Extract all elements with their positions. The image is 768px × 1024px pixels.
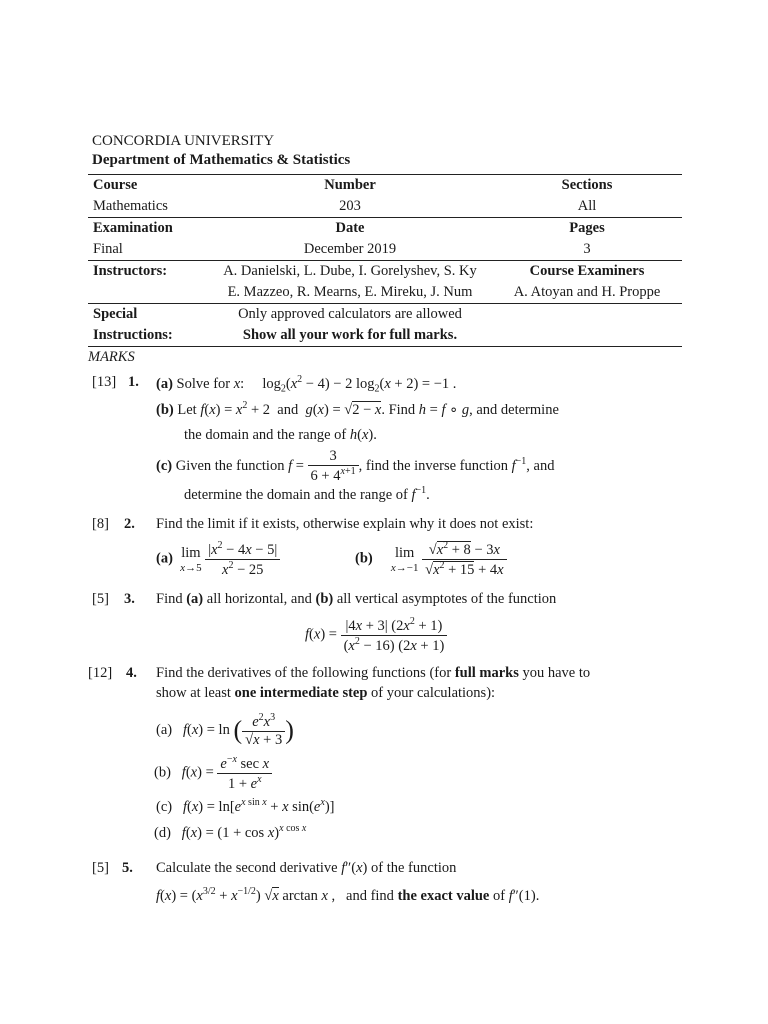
q1a: (a) Solve for x: $\log_2(x^2 - 4) - 2$ $\log_2(x + 2) = -1$ .: [156, 374, 457, 395]
q1c-line2: determine the domain and the range of $f^{-1}$.: [184, 485, 430, 503]
exam-value: Final: [93, 241, 123, 257]
q4c: (c) $f(x) = \ln[e^{x sin x} + x$ $\sin(e^x)$]: [156, 797, 335, 815]
col-course: Course: [88, 175, 208, 197]
department-name: Department of Mathematics & Statistics: [92, 152, 351, 168]
special-line1: Only approved calculators are allowed: [208, 304, 492, 326]
q4d: (d) $f(x) = (1 + \cos x)^{x cos x}$: [154, 823, 307, 841]
q2-number: 2.: [124, 516, 135, 532]
examiners-value: A. Atoyan and H. Proppe: [513, 284, 661, 300]
sections-value: All: [577, 198, 597, 214]
q1b: (b) Let $f(x) = x^2 + 2$ and g(x) = √2 − x. Find h = f ∘ g, and determine: [156, 400, 559, 418]
university-name: CONCORDIA UNIVERSITY: [92, 133, 275, 149]
col-number: Number: [208, 175, 492, 197]
pages-value: 3: [583, 241, 591, 257]
q2a: (a) lim x→5 $\frac{|x^2 - 4x - 5|}{x^2 - 25}$: [156, 540, 280, 579]
q2b: (b) lim x→−1 $\frac{√x^2 + 8 - 3x}{√x^2 + 15 + 4x}$: [355, 540, 507, 579]
q3-text: Find (a) all horizontal, and (b) all vertical asymptotes of the function: [156, 591, 557, 607]
q5-marks: [5]: [92, 860, 109, 876]
col-sections: Sections: [492, 175, 682, 197]
q4-number: 4.: [126, 665, 137, 681]
q2-text: Find the limit if it exists, otherwise explain why it does not exist:: [156, 516, 534, 532]
q1b-line2: the domain and the range of h(x).: [184, 427, 377, 443]
q1-marks: [13]: [92, 374, 117, 390]
number-value: 203: [339, 198, 361, 214]
q4-marks: [12]: [88, 665, 113, 681]
instructors-label: Instructors:: [88, 261, 208, 283]
date-value: December 2019: [303, 241, 397, 257]
q2-marks: [8]: [92, 516, 109, 532]
marks-label: MARKS: [88, 349, 135, 365]
q5-number: 5.: [122, 860, 133, 876]
q5-function: $f(x) = (x^{3/2} + x^{-1/2})$ √x arctan x , and find the exact value of f″(1).: [156, 886, 540, 904]
special-line2: Show all your work for full marks.: [208, 325, 492, 347]
col-examination: Examination: [88, 218, 208, 240]
exam-info-table: [88, 174, 682, 347]
instructors-line2: E. Mazzeo, R. Mearns, E. Mireku, J. Num: [227, 284, 473, 300]
q4a: (a) f(x) = ln ( $\frac{e^2x^3}{√x + 3}$ ): [156, 712, 294, 748]
col-pages: Pages: [492, 218, 682, 240]
instructors-line1: A. Danielski, L. Dube, I. Gorelyshev, S. Ky: [208, 261, 492, 283]
col-date: Date: [208, 218, 492, 240]
q3-number: 3.: [124, 591, 135, 607]
special-label: Special: [88, 304, 208, 326]
q4-text-line1: Find the derivatives of the following functions (for full marks you have to: [156, 665, 591, 681]
instructions-label: Instructions:: [88, 325, 208, 347]
q1c: (c) Given the function f = $\frac{3}{6 + 4^{x+1}}$ , find the inverse function $f^{-1}$, and: [156, 448, 555, 484]
q4-text-line2: show at least one intermediate step of your calculations):: [156, 685, 496, 701]
q4b: (b) f(x) = $\frac{e^{-x} \sec x}{1 + e^x}$: [154, 754, 272, 793]
q3-marks: [5]: [92, 591, 109, 607]
examiners-label: Course Examiners: [492, 261, 682, 283]
course-value: Mathematics: [93, 198, 168, 214]
q5-text: Calculate the second derivative f″(x) of the function: [156, 860, 457, 876]
q3-function: f(x) = $\frac{|4x + 3| (2x^2 + 1)}{(x^2 - 16) (2x + 1)}$: [305, 616, 447, 655]
q1-number: 1.: [128, 374, 139, 390]
